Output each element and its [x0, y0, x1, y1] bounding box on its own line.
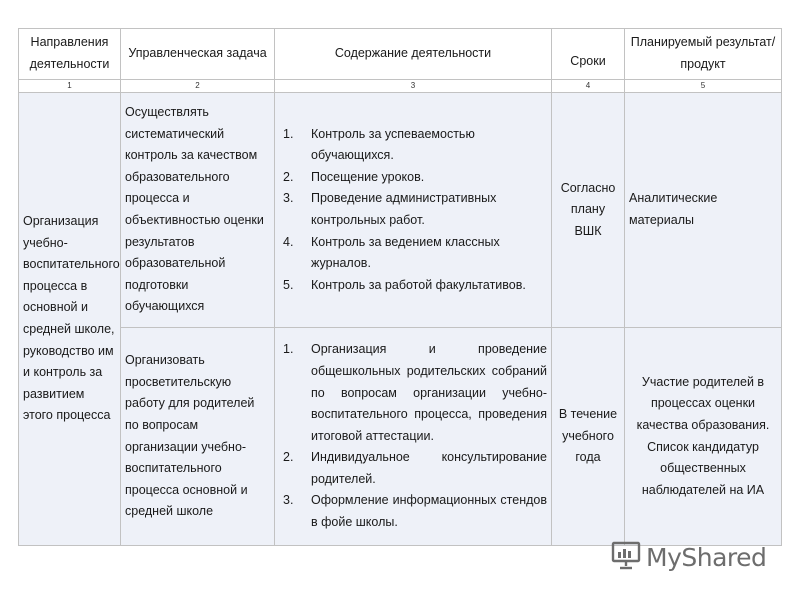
list-item-text: Оформление информационных стендов в фойе школы. — [311, 493, 547, 530]
list-item-number: 3. — [283, 493, 294, 508]
list-item — [279, 232, 547, 275]
list-item — [279, 188, 547, 231]
header-activity-content: Содержание деятельности — [275, 29, 552, 80]
planned-result-cell: Участие родителей в процессах оценки качества образования. Список кандидатур общественных наблюдателей на ИА — [625, 328, 782, 546]
presentation-board-icon — [610, 539, 642, 576]
table-header-row — [19, 29, 782, 80]
column-number: 4 — [552, 80, 625, 93]
list-item-text: Контроль за ведением классных журналов. — [311, 234, 500, 271]
list-item-number: 1. — [283, 126, 294, 141]
list-item — [279, 275, 547, 297]
list-item-text: Контроль за успеваемостью обучающихся. — [311, 126, 475, 163]
header-management-task: Управленческая задача — [121, 29, 275, 80]
deadline-cell: Согласно плану ВШК — [552, 93, 625, 328]
planned-result-cell: Аналитические материалы — [625, 93, 782, 328]
list-item — [279, 339, 547, 447]
activity-list — [279, 124, 547, 297]
management-task-cell: Осуществлять систематический контроль за качеством образовательного процесса и объективностью оценки результатов образовательной подготовки обучающихся — [121, 93, 275, 328]
list-item-number: 1. — [283, 342, 294, 357]
myshared-watermark — [610, 540, 766, 574]
list-item-number: 2. — [283, 450, 294, 465]
watermark-text: MyShared — [646, 542, 767, 572]
list-item-text: Индивидуальное консультирование родителей. — [311, 450, 547, 486]
management-task-cell: Организовать просветительскую работу для родителей по вопросам организации учебно-воспитательного процесса основной и средней школе — [121, 328, 275, 546]
list-item — [279, 447, 547, 490]
activity-content-cell — [275, 328, 552, 546]
list-item-text: Посещение уроков. — [311, 169, 425, 184]
direction-cell: Организация учебно-воспитательного процесса в основной и средней школе, руководство им и контроль за развитием этого процесса — [19, 93, 121, 546]
header-directions: Направления деятельности — [19, 29, 121, 80]
column-number: 3 — [275, 80, 552, 93]
list-item-number: 4. — [283, 234, 294, 249]
column-number-row — [19, 80, 782, 93]
column-number: 2 — [121, 80, 275, 93]
table-row — [19, 93, 782, 328]
list-item — [279, 490, 547, 533]
list-item-text: Проведение административных контрольных работ. — [311, 191, 497, 227]
activity-plan-table — [18, 28, 782, 546]
activity-content-cell — [275, 93, 552, 328]
activity-list — [279, 339, 547, 533]
list-item-number: 5. — [283, 277, 294, 292]
header-deadlines: Сроки — [552, 29, 625, 80]
list-item-number: 3. — [283, 191, 294, 206]
list-item-text: Контроль за работой факультативов. — [311, 277, 526, 292]
list-item-number: 2. — [283, 169, 294, 184]
list-item-text: Организация и проведение общешкольных родительских собраний по вопросам организации учебно-воспитательного процесса, проведения итоговой аттестации. — [311, 342, 547, 443]
column-number: 5 — [625, 80, 782, 93]
column-number: 1 — [19, 80, 121, 93]
deadline-cell: В течение учебного года — [552, 328, 625, 546]
header-planned-result: Планируемый результат/ продукт — [625, 29, 782, 80]
table-row — [19, 328, 782, 546]
list-item — [279, 167, 547, 189]
list-item — [279, 124, 547, 167]
